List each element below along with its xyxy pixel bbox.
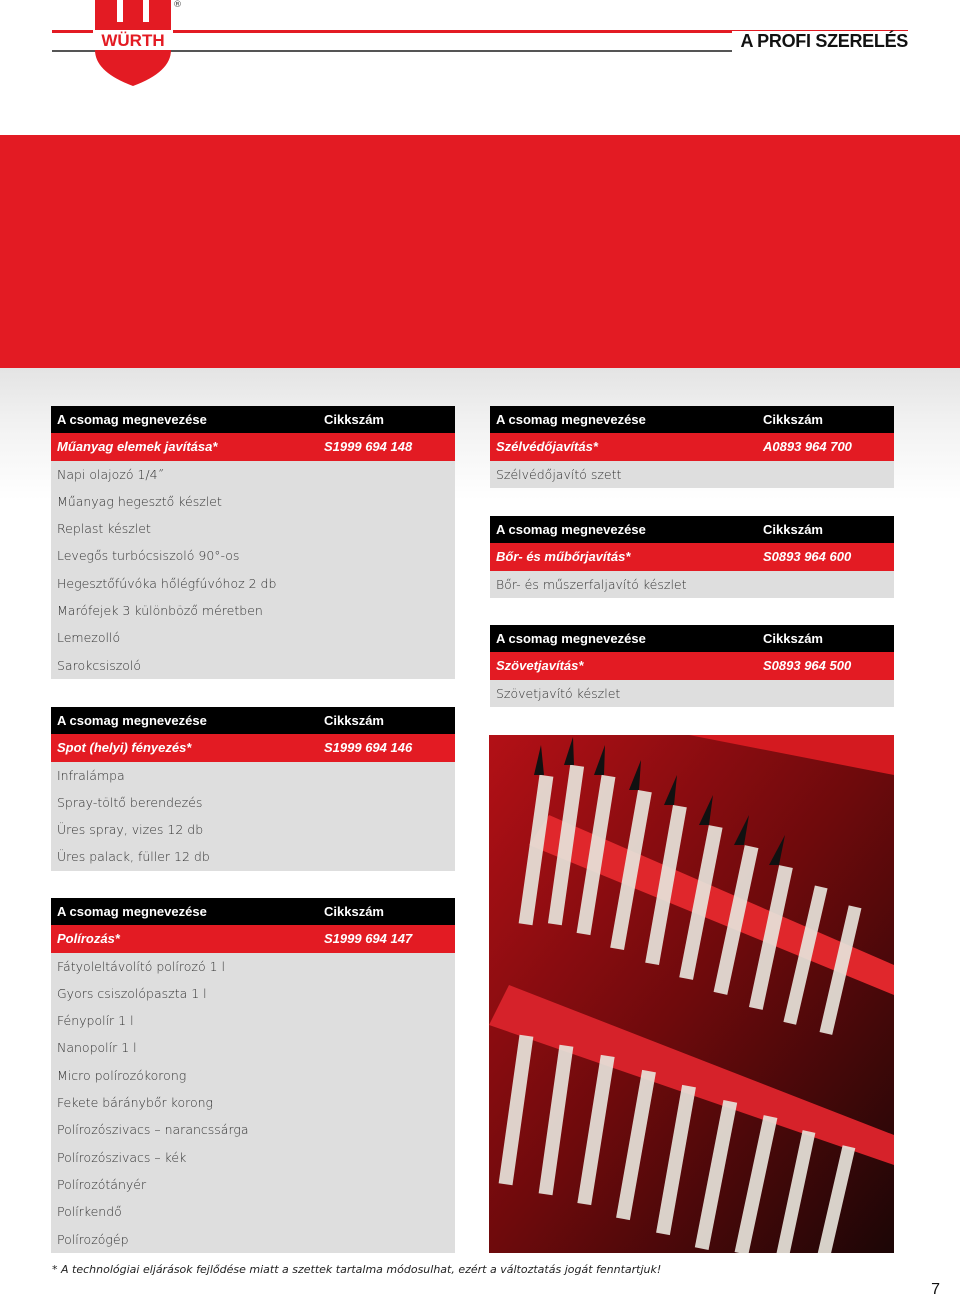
list-item: [51, 1116, 455, 1143]
package-table: [490, 625, 894, 707]
list-item: [51, 652, 455, 679]
table-header-label: A csomag megnevezése: [57, 412, 207, 427]
list-item: [51, 542, 455, 569]
table-header-label: A csomag megnevezése: [496, 412, 646, 427]
list-item: [51, 1198, 455, 1225]
list-item: [51, 843, 455, 870]
package-title-row: [51, 925, 455, 952]
package-title-row-label: Bőr- és műbőrjavítás*: [496, 549, 631, 565]
list-item: [51, 1171, 455, 1198]
package-title-row: [490, 543, 894, 570]
table-header-label: A csomag megnevezése: [57, 713, 207, 728]
package-table: [51, 707, 455, 871]
list-item-label: Napi olajozó 1/4˝: [57, 466, 164, 482]
list-item-label: Polírozótányér: [57, 1176, 147, 1192]
table-header: [51, 707, 455, 734]
table-header: [51, 898, 455, 925]
package-table: [490, 406, 894, 488]
package-title-row: [51, 734, 455, 761]
list-item: [51, 624, 455, 651]
package-title-row-label: Műanyag elemek javítása*: [57, 439, 218, 455]
list-item: [51, 515, 455, 542]
table-header: [490, 406, 894, 433]
tagline: A PROFI SZERELÉS: [732, 31, 908, 52]
package-title-row-code: S0893 964 500: [763, 658, 852, 674]
list-item-label: Szövetjavító készlet: [496, 685, 621, 701]
list-item: [51, 461, 455, 488]
list-item-label: Marófejek 3 különböző méretben: [57, 603, 263, 619]
list-item-label: Replast készlet: [57, 521, 151, 537]
list-item: [51, 597, 455, 624]
package-title-row-code: S1999 694 146: [324, 740, 413, 756]
list-item: [51, 1144, 455, 1171]
package-table: [51, 898, 455, 1253]
list-item-label: Fekete báránybőr korong: [57, 1095, 214, 1111]
list-item: [51, 1034, 455, 1061]
package-title-row: [490, 433, 894, 460]
package-table: [51, 406, 455, 679]
list-item-label: Polírozószivacs – narancssárga: [57, 1122, 249, 1138]
wurth-logo: [93, 0, 173, 86]
list-item: [490, 571, 894, 598]
list-item-label: Műanyag hegesztő készlet: [57, 493, 222, 509]
list-item: [51, 1089, 455, 1116]
table-header-label: A csomag megnevezése: [496, 522, 646, 537]
package-title-row-code: S0893 964 600: [763, 549, 852, 565]
list-item-label: Üres palack, füller 12 db: [57, 849, 210, 865]
list-item: [51, 762, 455, 789]
table-header-label: A csomag megnevezése: [496, 631, 646, 646]
list-item-label: Polírozószivacs – kék: [57, 1149, 187, 1165]
list-item: [490, 680, 894, 707]
page-number: 7: [931, 1281, 940, 1298]
package-table: [490, 516, 894, 598]
list-item-label: Bőr- és műszerfaljavító készlet: [496, 576, 687, 592]
list-item: [51, 789, 455, 816]
list-item-label: Polírozógép: [57, 1231, 129, 1247]
package-title-row-label: Szélvédőjavítás*: [496, 439, 598, 455]
table-header-label: A csomag megnevezése: [57, 904, 207, 919]
table-header: [51, 406, 455, 433]
list-item-label: Sarokcsiszoló: [57, 657, 142, 673]
package-title-row-label: Szövetjavítás*: [496, 658, 584, 674]
table-header-code: Cikkszám: [763, 412, 823, 427]
list-item-label: Szélvédőjavító szett: [496, 466, 622, 482]
list-item-label: Levegős turbócsiszoló 90°-os: [57, 548, 240, 564]
table-header: [490, 625, 894, 652]
list-item: [490, 461, 894, 488]
list-item-label: Üres spray, vizes 12 db: [57, 822, 204, 838]
table-header-code: Cikkszám: [324, 904, 384, 919]
list-item-label: Infralámpa: [57, 767, 125, 783]
package-title-row: [51, 433, 455, 460]
list-item: [51, 816, 455, 843]
page-header: [0, 0, 960, 135]
list-item: [51, 1062, 455, 1089]
list-item-label: Fátyoleltávolító polírozó 1 l: [57, 958, 225, 974]
product-shelf-photo: [489, 735, 894, 1253]
list-item-label: Polírkendő: [57, 1204, 122, 1220]
table-header-code: Cikkszám: [324, 713, 384, 728]
list-item: [51, 980, 455, 1007]
list-item: [51, 1226, 455, 1253]
list-item: [51, 570, 455, 597]
table-header-code: Cikkszám: [763, 522, 823, 537]
table-header: [490, 516, 894, 543]
registered-mark: ®: [173, 0, 182, 10]
list-item: [51, 488, 455, 515]
list-item: [51, 953, 455, 980]
list-item-label: Spray-töltő berendezés: [57, 794, 203, 810]
brand-wordmark: WÜRTH: [101, 31, 165, 50]
package-title-row-code: S1999 694 148: [324, 439, 413, 455]
footnote: * A technológiai eljárások fejlődése miatt a szettek tartalma módosulhat, ezért a változtatás jogát fenntartjuk!: [52, 1263, 662, 1276]
package-title-row-code: S1999 694 147: [324, 931, 413, 947]
list-item-label: Micro polírozókorong: [57, 1067, 187, 1083]
list-item-label: Nanopolír 1 l: [57, 1040, 137, 1056]
table-header-code: Cikkszám: [324, 412, 384, 427]
package-title-row-label: Polírozás*: [57, 931, 120, 947]
list-item-label: Lemezolló: [57, 630, 121, 646]
list-item-label: Fénypolír 1 l: [57, 1013, 134, 1029]
package-title-row-label: Spot (helyi) fényezés*: [57, 740, 192, 756]
table-header-code: Cikkszám: [763, 631, 823, 646]
list-item-label: Gyors csiszolópaszta 1 l: [57, 985, 207, 1001]
package-title-row-code: A0893 964 700: [763, 439, 852, 455]
package-title-row: [490, 652, 894, 679]
list-item: [51, 1007, 455, 1034]
list-item-label: Hegesztőfúvóka hőlégfúvóhoz 2 db: [57, 575, 277, 591]
red-banner: [0, 135, 960, 368]
